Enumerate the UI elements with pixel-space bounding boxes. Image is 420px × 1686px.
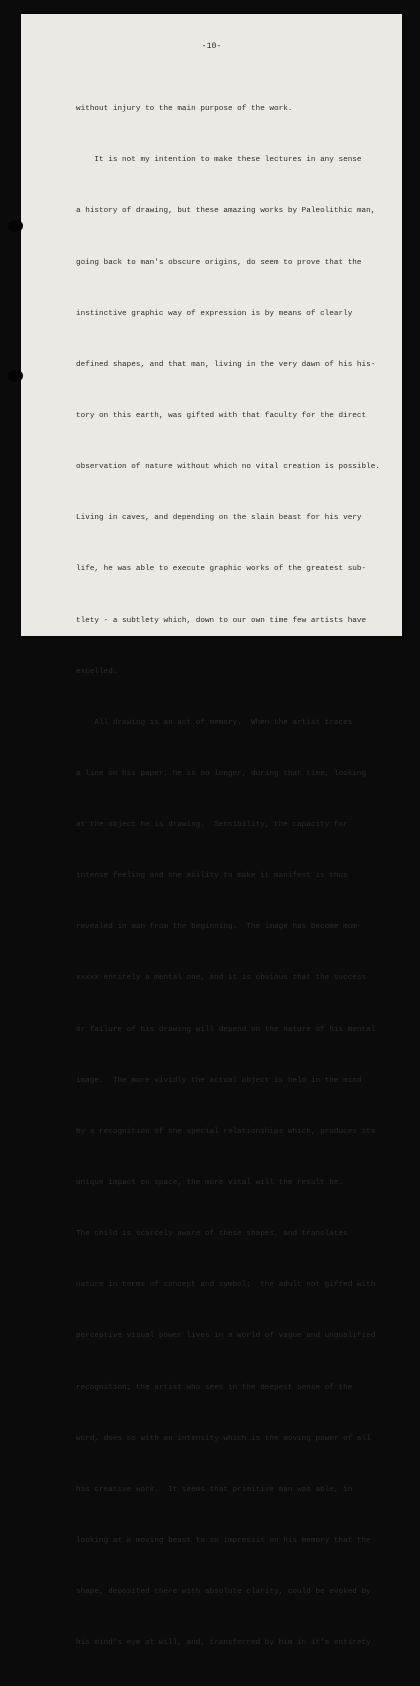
- text-line: or failure of his drawing will depend on the nature of his mental: [76, 1025, 376, 1034]
- text-line: recognition; the artist who sees in the deepest sense of the: [76, 1383, 353, 1392]
- text-line: a history of drawing, but these amazing works by Paleolithic man,: [76, 207, 376, 216]
- text-line: without injury to the main purpose of the work.: [76, 105, 293, 114]
- text-line: The child is scarcely aware of these shapes, and translates: [76, 1230, 348, 1239]
- text-line: tlety - a subtlety which, down to our own time few artists have: [76, 616, 367, 625]
- text-line: defined shapes, and that man, living in the very dawn of his his-: [76, 360, 376, 369]
- text-line: at the object he is drawing. Sensibility, the capacity for: [76, 821, 348, 830]
- text-line: image. The more vividly the actual object is held in the mind: [76, 1076, 362, 1085]
- text-line: excelled.: [76, 667, 118, 676]
- text-line: word, does so with an intensity which is the moving power of all: [76, 1434, 371, 1443]
- text-line: intense feeling and the ability to make it manifest is thus: [76, 872, 348, 881]
- text-line: by a recognition of the special relationships which, produces its: [76, 1127, 376, 1136]
- body-text: [76, 67, 401, 1686]
- text-line: his mind's eye at will, and, transferred by him in it's entirety: [76, 1639, 371, 1648]
- text-line: perceptive visual power lives in a world of vague and unqualified: [76, 1332, 376, 1341]
- text-line: xxxxx entirely a mental one, and it is obvious that the success: [76, 974, 367, 983]
- text-line: All drawing is an act of memory. When the artist traces: [76, 718, 353, 727]
- text-line: life, he was able to execute graphic works of the greatest sub-: [76, 565, 367, 574]
- text-line: unique impact on space, the more vital will the result be.: [76, 1179, 344, 1188]
- page-number: -10-: [201, 42, 222, 51]
- text-line: nature in terms of concept and symbol; the adult not gifted with: [76, 1281, 376, 1290]
- text-line: instinctive graphic way of expression is by means of clearly: [76, 309, 353, 318]
- text-line: a line on his paper, he is no longer, during that time, looking: [76, 769, 367, 778]
- text-line: revealed in man from the beginning. The image has become mom-: [76, 923, 362, 932]
- text-line: It is not my intention to make these lectures in any sense: [76, 156, 362, 165]
- punch-hole: [8, 220, 23, 232]
- text-line: going back to man's obscure origins, do seem to prove that the: [76, 258, 362, 267]
- text-line: shape, deposited there with absolute clarity, could be evoked by: [76, 1588, 371, 1597]
- text-line: observation of nature without which no vital creation is possible.: [76, 463, 380, 472]
- typewritten-page: [21, 14, 402, 1648]
- text-line: Living in caves, and depending on the slain beast for his very: [76, 514, 362, 523]
- text-line: his creative work. It seems that primitive man was able, in: [76, 1485, 353, 1494]
- text-line: looking at a moving beast to so impressit on his memory that the: [76, 1537, 371, 1546]
- punch-hole: [8, 370, 23, 382]
- text-line: tory on this earth, was gifted with that faculty for the direct: [76, 411, 367, 420]
